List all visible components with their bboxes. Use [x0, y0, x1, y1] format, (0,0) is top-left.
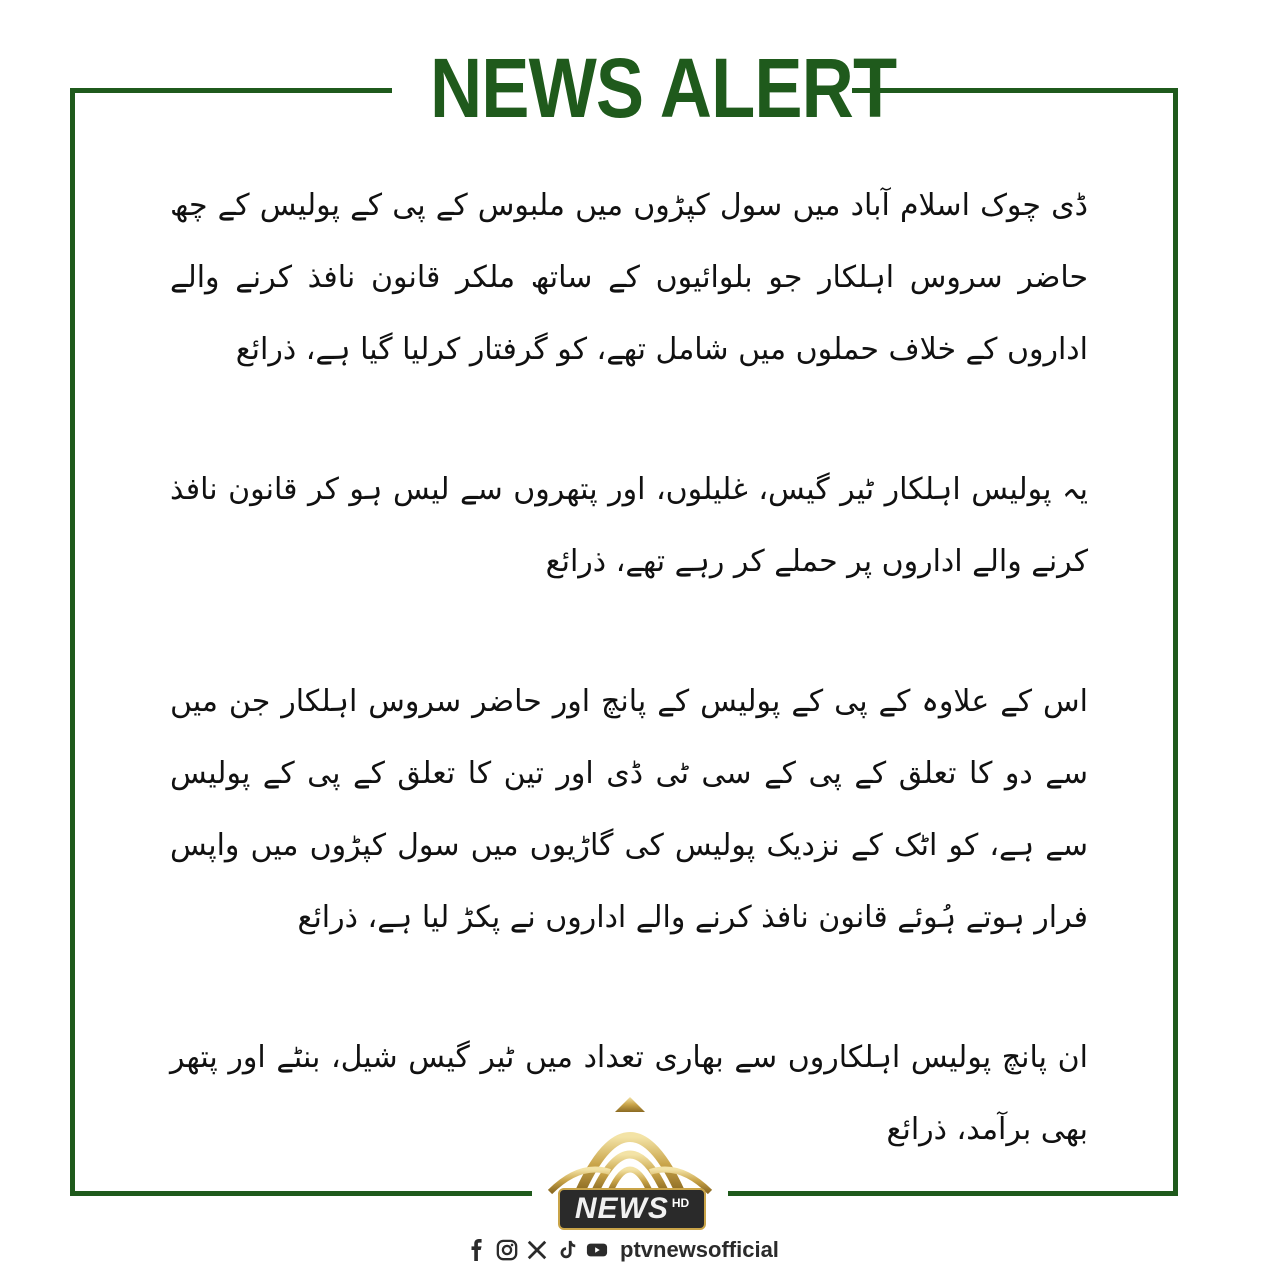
instagram-icon[interactable]: [496, 1239, 518, 1261]
x-icon[interactable]: [526, 1239, 548, 1261]
social-handle[interactable]: ptvnewsofficial: [620, 1237, 779, 1262]
youtube-icon[interactable]: [586, 1239, 608, 1261]
news-badge: [558, 1188, 706, 1230]
article-body: [170, 170, 1088, 1166]
logo-news-text: NEWS: [574, 1192, 669, 1225]
paragraph-4: ان پانچ پولیس اہلکاروں سے بھاری تعداد میں ٹیر گیس شیل، بنٹے اور پتھر بھی برآمد، ذرائع: [170, 1040, 1088, 1147]
ptv-news-logo: [532, 1092, 728, 1242]
facebook-icon[interactable]: [466, 1239, 488, 1261]
page-title: NEWS ALERT: [429, 41, 897, 135]
paragraph-3: اس کے علاوہ کے پی کے پولیس کے پانچ اور حاضر سروس اہلکار جن میں سے دو کا تعلق کے پی کے سی ٹی ڈی اور تین کا تعلق کے پی کے پولیس سے ہے، کو اٹک کے نزدیک پولیس کی گاڑیوں میں سول کپڑوں میں واپس فرار ہوتے ہُوئے قانون نافذ کرنے والے اداروں نے پکڑ لیا ہے، ذرائع: [170, 684, 1088, 935]
paragraph-2: یہ پولیس اہلکار ٹیر گیس، غلیلوں، اور پتھروں سے لیس ہو کر قانون نافذ کرنے والے اداروں پر حملے کر رہے تھے، ذرائع: [170, 472, 1088, 579]
social-bar: [462, 1232, 783, 1268]
ptv-emblem-icon: [540, 1092, 720, 1197]
paragraph-1: ڈی چوک اسلام آباد میں سول کپڑوں میں ملبوس کے پی کے پولیس کے چھ حاضر سروس اہلکار جو بلوائیوں کے ساتھ ملکر قانون نافذ کرنے والے اداروں کے خلاف حملوں میں شامل تھے، کو گرفتار کرلیا گیا ہے، ذرائع: [170, 188, 1088, 367]
logo-hd-text: HD: [671, 1196, 690, 1210]
header: [392, 40, 897, 136]
tiktok-icon[interactable]: [556, 1239, 578, 1261]
